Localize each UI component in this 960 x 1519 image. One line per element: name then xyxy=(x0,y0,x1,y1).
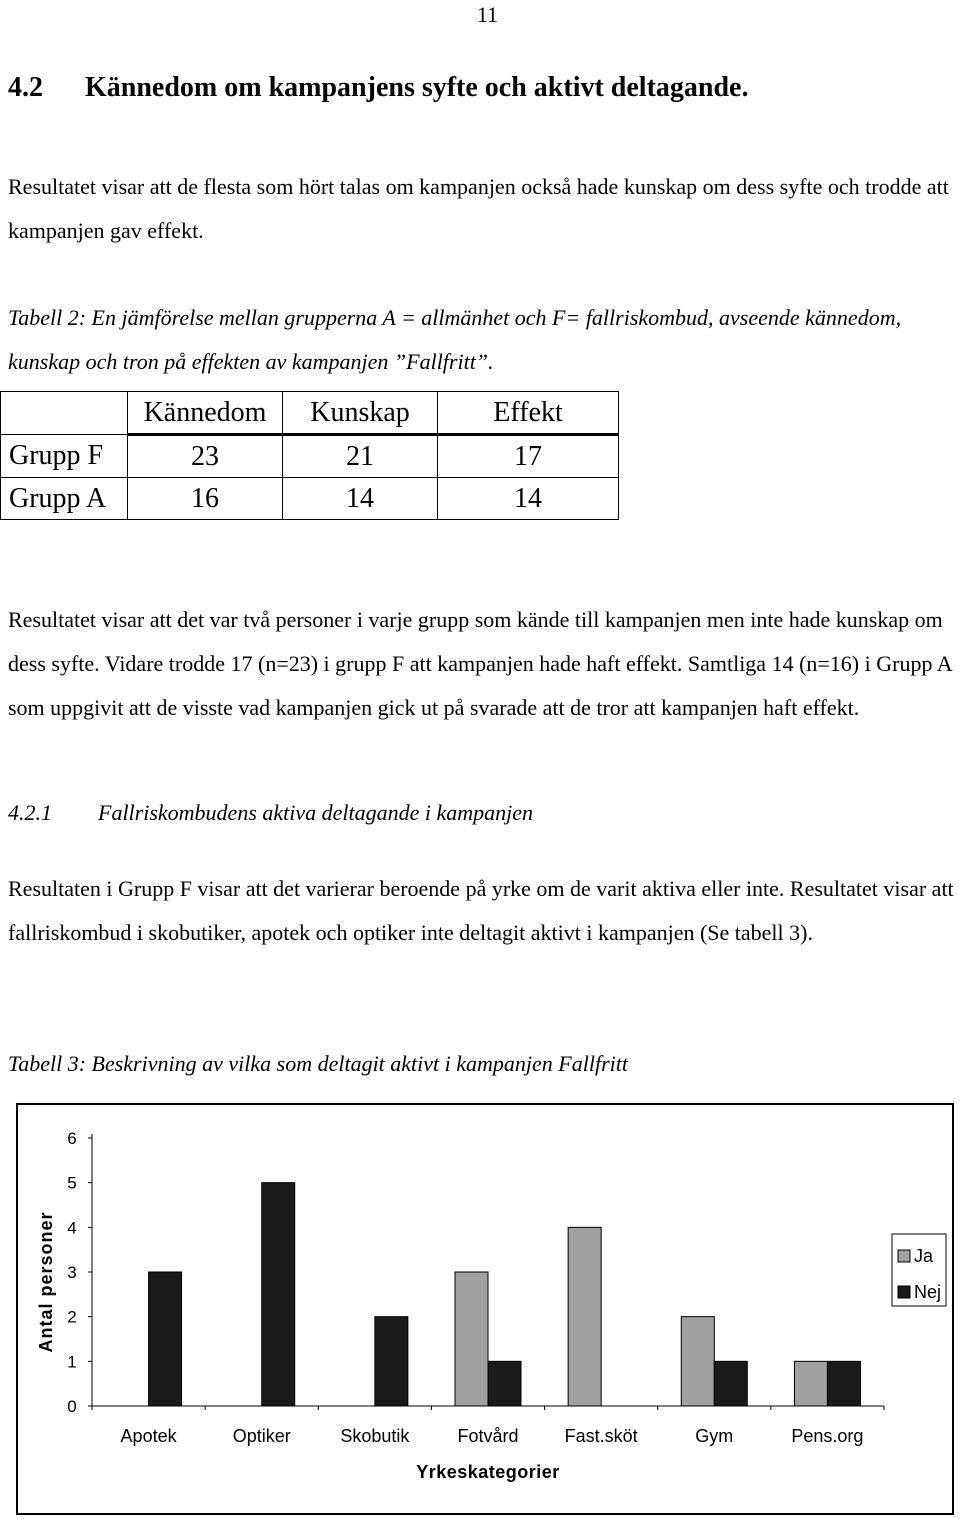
y-axis-title: Antal personer xyxy=(36,1211,56,1353)
x-tick-label: Pens.org xyxy=(791,1426,864,1446)
bar-nej-pensorg xyxy=(827,1361,860,1406)
bar-nej-fotvrd xyxy=(488,1361,521,1406)
table-row xyxy=(1,435,619,478)
table-header-cell: Kännedom xyxy=(128,392,283,435)
bar-ja-fotvrd xyxy=(455,1272,488,1406)
bar-nej-apotek xyxy=(149,1272,182,1406)
table-cell: 16 xyxy=(128,478,283,520)
table-cell: 21 xyxy=(283,435,438,478)
legend-label-ja: Ja xyxy=(914,1246,934,1266)
bar-nej-gym xyxy=(714,1361,747,1406)
y-tick-label: 1 xyxy=(67,1352,77,1372)
subsection-number: 4.2.1 xyxy=(8,800,52,825)
table-cell: 23 xyxy=(128,435,283,478)
y-tick-label: 5 xyxy=(67,1173,77,1193)
legend-swatch-nej xyxy=(898,1286,910,1298)
table-cell: 14 xyxy=(283,478,438,520)
bar-ja-fastskt xyxy=(568,1227,601,1406)
table-cell: Grupp A xyxy=(1,478,128,520)
x-tick-label: Optiker xyxy=(232,1426,291,1446)
table3-caption: Tabell 3: Beskrivning av vilka som deltagit aktivt i kampanjen Fallfritt xyxy=(8,1051,628,1076)
bar-nej-skobutik xyxy=(375,1317,408,1406)
table-header-cell xyxy=(1,392,128,435)
x-tick-label: Gym xyxy=(695,1426,734,1446)
y-tick-label: 6 xyxy=(67,1129,77,1148)
legend-label-nej: Nej xyxy=(914,1282,942,1302)
section-heading xyxy=(8,72,748,104)
section-number: 4.2 xyxy=(8,72,43,103)
x-axis-title: Yrkeskategorier xyxy=(416,1462,560,1482)
page-number: 11 xyxy=(476,2,498,27)
table-header-cell: Effekt xyxy=(438,392,619,435)
x-tick-label: Apotek xyxy=(120,1426,177,1446)
table-header-cell: Kunskap xyxy=(283,392,438,435)
table-2 xyxy=(0,391,619,520)
x-tick-label: Skobutik xyxy=(340,1426,410,1446)
chart-frame xyxy=(16,1103,954,1515)
bar-ja-gym xyxy=(681,1317,714,1406)
y-tick-label: 3 xyxy=(67,1263,77,1282)
paragraph-3: Resultaten i Grupp F visar att det varierar beroende på yrke om de varit aktiva eller inte. Resultatet visar att fallriskombud i skobutiker, apotek och optiker inte deltagit aktivt i kampanjen (Se tabell 3). xyxy=(8,876,954,945)
section-title: Kännedom om kampanjens syfte och aktivt deltagande. xyxy=(85,72,749,103)
bar-nej-optiker xyxy=(262,1183,295,1406)
y-tick-label: 0 xyxy=(67,1397,77,1416)
subsection-heading xyxy=(8,800,533,826)
y-tick-label: 2 xyxy=(67,1307,77,1327)
bar-ja-pensorg xyxy=(794,1361,827,1406)
table-cell: Grupp F xyxy=(1,435,128,478)
bar-chart xyxy=(18,1105,952,1513)
legend-swatch-ja xyxy=(898,1250,910,1262)
table2-caption: Tabell 2: En jämförelse mellan grupperna A = allmänhet och F= fallriskombud, avseende kännedom, kunskap och tron på effekten av kampanjen ”Fallfritt”. xyxy=(8,305,902,374)
x-tick-label: Fotvård xyxy=(457,1426,519,1446)
subsection-title: Fallriskombudens aktiva deltagande i kampanjen xyxy=(98,800,534,825)
table-header-row xyxy=(1,392,619,435)
table-cell: 17 xyxy=(438,435,619,478)
table-row xyxy=(1,478,619,520)
x-tick-label: Fast.sköt xyxy=(564,1426,638,1446)
paragraph-2: Resultatet visar att det var två personer i varje grupp som kände till kampanjen men inte hade kunskap om dess syfte. Vidare trodde 17 (n=23) i grupp F att kampanjen hade haft effekt. Samtliga 14 (n=16) i Grupp A som uppgivit att de visste vad kampanjen gick ut på svarade att de tror att kampanjen haft effekt. xyxy=(8,607,952,720)
paragraph-1: Resultatet visar att de flesta som hört talas om kampanjen också hade kunskap om dess syfte och trodde att kampanjen gav effekt. xyxy=(8,174,949,243)
table-cell: 14 xyxy=(438,478,619,520)
y-tick-label: 4 xyxy=(67,1218,77,1238)
